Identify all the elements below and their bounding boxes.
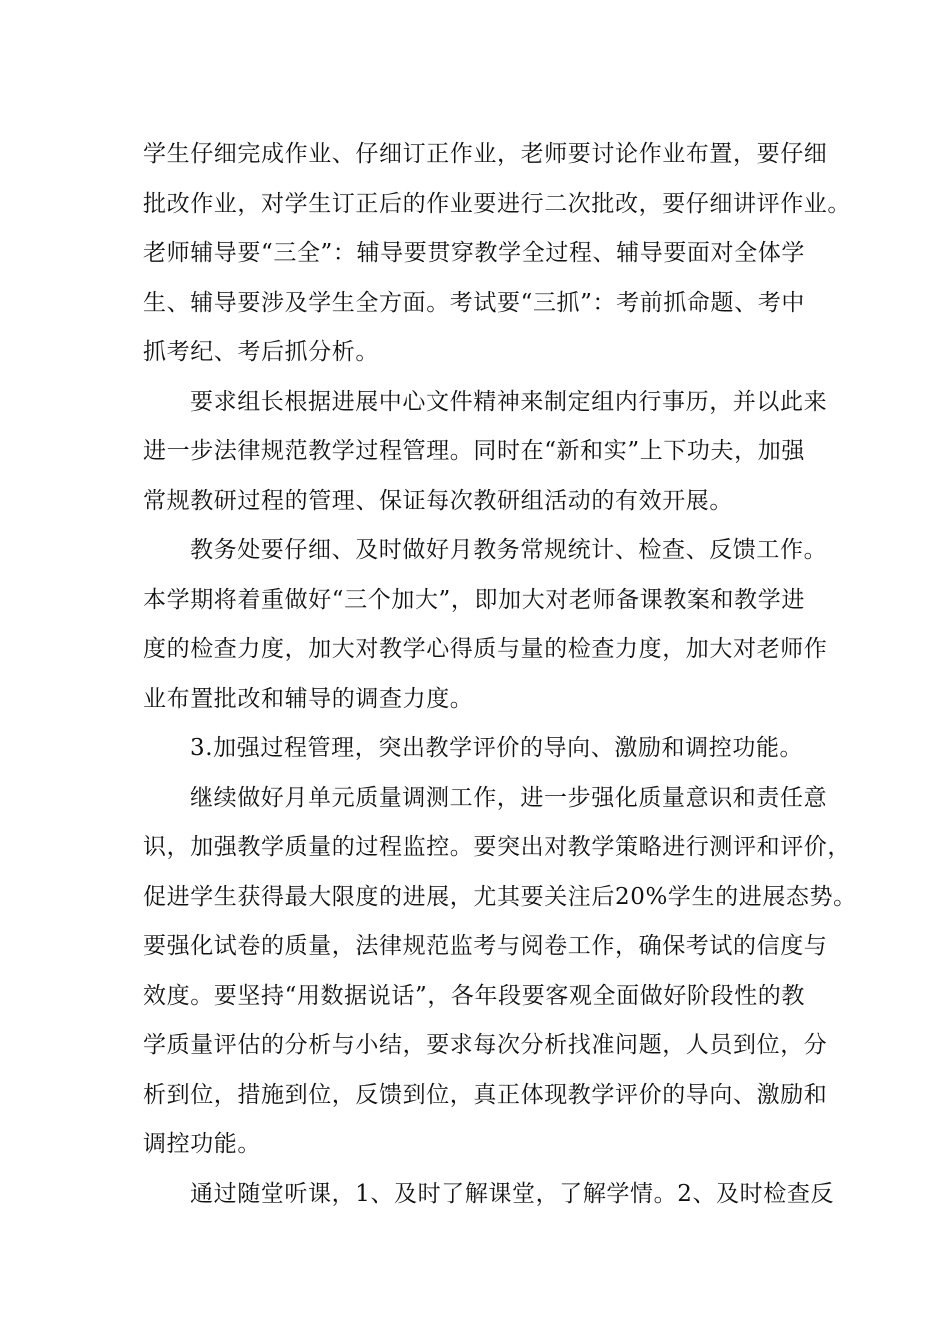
paragraph-2 <box>143 378 828 527</box>
text-line: 度的检查力度，加大对教学心得质与量的检查力度，加大对老师作 <box>143 636 828 662</box>
text-line: 常规教研过程的管理、保证每次教研组活动的有效开展。 <box>143 487 733 514</box>
paragraph-1 <box>143 130 851 378</box>
text-line: 学质量评估的分析与小结，要求每次分析找准问题，人员到位，分 <box>143 1032 828 1058</box>
text-line: 教务处要仔细、及时做好月教务常规统计、检查、反馈工作。 <box>190 537 828 563</box>
text-line: 抓考纪、考后抓分析。 <box>143 339 379 365</box>
text-line: 学生仔细完成作业、仔细订正作业，老师要讨论作业布置，要仔细 <box>143 141 828 167</box>
text-line: 促进学生获得最大限度的进展，尤其要关注后20%学生的进展态势。 <box>143 883 857 910</box>
text-line: 3.加强过程管理，突出教学评价的导向、激励和调控功能。 <box>190 735 804 761</box>
paragraph-5 <box>143 774 857 1170</box>
text-line: 进一步法律规范教学过程管理。同时在“新和实”上下功夫，加强 <box>143 438 805 464</box>
document-body <box>143 130 857 1219</box>
text-line: 通过随堂听课，1、及时了解课堂，了解学情。2、及时检查反 <box>190 1180 835 1207</box>
text-line: 业布置批改和辅导的调查力度。 <box>143 685 474 712</box>
text-line: 批改作业，对学生订正后的作业要进行二次批改，要仔细讲评作业。 <box>143 190 851 217</box>
paragraph-3 <box>143 526 828 724</box>
text-line: 调控功能。 <box>143 1131 261 1157</box>
text-line: 析到位，措施到位，反馈到位，真正体现教学评价的导向、激励和 <box>143 1081 828 1108</box>
section-heading <box>143 724 815 774</box>
text-line: 效度。要坚持“用数据说话”，各年段要客观全面做好阶段性的教 <box>143 982 805 1009</box>
text-line: 继续做好月单元质量调测工作，进一步强化质量意识和责任意 <box>190 784 828 811</box>
text-line: 要求组长根据进展中心文件精神来制定组内行事历，并以此来 <box>190 388 828 415</box>
text-line: 生、辅导要涉及学生全方面。考试要“三抓”：考前抓命题、考中 <box>143 289 805 316</box>
text-line: 老师辅导要“三全”：辅导要贯穿教学全过程、辅导要面对全体学 <box>143 240 805 266</box>
text-line: 识，加强教学质量的过程监控。要突出对教学策略进行测评和评价， <box>143 834 851 860</box>
paragraph-6 <box>143 1170 835 1220</box>
text-line: 本学期将着重做好“三个加大”，即加大对老师备课教案和教学进 <box>143 586 805 613</box>
text-line: 要强化试卷的质量，法律规范监考与阅卷工作，确保考试的信度与 <box>143 933 828 959</box>
